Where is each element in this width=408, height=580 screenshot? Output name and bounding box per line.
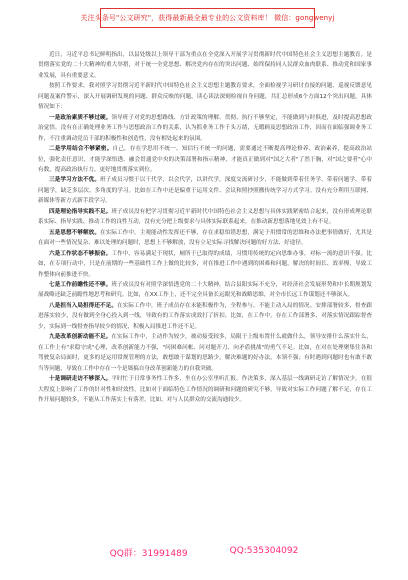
footer — [0, 546, 408, 560]
paragraph-text: 按照工作要求，我对照学习贯彻习近平新时代中国特色社会主义思想主题教育要求，全面检视学习研讨直接的问题、巡视反馈意见问题及案件警示，深入开展调研发现的问题、群众反映的问题，读心读法深刻检视自身问题，共汇总形成6个方面12个突出问题，具体情况如下： — [38, 83, 372, 111]
paragraph-text: 班子成员没有对照学深悟透党的二十大精神，结合县阳实际不充分，对经济社会发展形势和中长期规划发展战略还缺乏前瞻性地思考和研究。比如，在XX工作上，还不完全具备长远眼光和战略思维，对全市长远工作谋划还不够深入。 — [38, 281, 372, 299]
document-body — [38, 50, 372, 405]
paragraph-lead: 七是工作前瞻性还不够。 — [49, 281, 112, 288]
paragraph-text: 班子成员习惯于以干代学，以会代学，以讲代学，深度交流研讨少，不能做到带着任务学、带着问题学、带着问题学，缺乏多层次、多角度的学习。比如在工作中还是偏重于运用文件、会议和照抄照搬传统学习方式学习。没有充分利用互联网、新媒体等新方式新手段学习。 — [38, 177, 372, 205]
paragraph — [38, 81, 372, 112]
paragraph-text: 工作中，容易满足于现状，厕所于已取得的成绩，习惯用传统的定向思维办事，对标一流的意识不强。比如，在专项行动中，只是在前期的一些基础性工作上做的比较多，对在推进工作中遇到的困难和问题，解决的时间长、效率慢，导致工作整体向前推进不快。 — [38, 250, 372, 278]
paragraph — [38, 301, 372, 332]
paragraph-lead: 一是政治素质不够过硬。 — [49, 114, 112, 121]
paragraph-text: 班子成员没有把学习贯彻习近平新时代中国特色社会主义思想与具体实践紧密结合起来，没有形成理论联系实际、指导实践、推动工作的良性互动，没有充分把上级要求与具体实际联系起来，在推动新思想落地见效上有不足。 — [38, 208, 372, 226]
paragraph — [38, 144, 372, 175]
paragraph-lead: 四是理论指导实践不足。 — [49, 208, 112, 215]
paragraph-lead: 三是学习方法不优。 — [49, 177, 101, 184]
paragraph-lead: 八是担当入局担得还不足。 — [49, 302, 118, 309]
paragraph-text: 近日，习近平总书记鲜明指出，以县处级以上领导干部为重点在全党深入开展学习贯彻新时代中国特色社会主义思想主题教育。是贯彻落实党的二十大精神的重大举措，对于统一全党思想、解决党内存在的突出问题、始终保持同人民群众血肉联系、推动党和国家事业发展，具有重要意义。 — [38, 52, 372, 79]
paragraph-lead: 五是思想不够解放。 — [49, 229, 101, 236]
paragraph — [38, 332, 372, 374]
paragraph-text: 平时忙于日常事务性工作多，坐在办公室里听汇报、作决策多，深入基层一线调研走访了解情况少，在很大程度上影响了工作的针对性和时效性。比如对于面临特色工作情况的调研和问题的研究不够，导致对实际工作问题了解不足，存在工作开展问题较多，不能从工作落实上有落差。比如，对与人民群众的交流沟通较少。 — [38, 376, 372, 403]
footer-qq-group: QQ群：31991489 — [109, 549, 188, 559]
paragraph — [38, 249, 372, 280]
paragraph — [38, 50, 372, 81]
paragraph-lead: 二是学用结合不够紧密。 — [49, 146, 113, 153]
paragraph-text: 在实际工作中，主观能动性发挥还不够，存在求稳怕错思想，满足于用惯常的思维和办法把事情做好，尤其是在面对一些情况复杂、难以处理的问题时，思想上不够解放，没有立足实际寻找解决问题的好方法、好途径。 — [38, 229, 372, 247]
paragraph-text: 在实际工作中，班子成员存在未能积极作为，全程参与，不能主动入局的情况。安排部署较多，督查跟进落实较少，没有做到全身心投入到一线，导致有的工作落实成效打了折扣。比如，在工作中，存在工作部署多、对落实情况跟踪督查少，实际到一线督查指导较少的情况，积极入局推进工作还不足。 — [38, 302, 372, 330]
paragraph-lead: 六是工作状态不够振奋。 — [49, 250, 112, 257]
paragraph — [38, 374, 372, 405]
footer-qq: QQ:535304092 — [229, 546, 299, 556]
header-banner: 关注头条号"公文研究"，获得最新最全最专业的公文资料库！ 微信：gongwenyj — [100, 8, 315, 28]
paragraph-lead: 九是改革创新动能不足。 — [49, 334, 112, 341]
paragraph — [38, 207, 372, 228]
paragraph-text: 领导班子对党的思想路线、方针政策的理解、贯彻、执行不够坚定，不能做到与时俱进，及时提高思想政治觉悟。没有在正确处理业务工作与思想政治工作的关系，认为抓业务工作千头万绪，无暇顾及思想政治工作，因而在面临强调业务工作，不注重调动党员干部的积极性和创造性，没有相处起来的氛围。 — [38, 114, 372, 142]
paragraph — [38, 175, 372, 206]
paragraph-lead: 十是调研走访不够深入。 — [49, 376, 112, 383]
paragraph — [38, 113, 372, 144]
paragraph-text: 在实际工作中，主动作为较少，被动接受较多，局限于上级布置什么就做什么，领导安排什么落实什么，在工作上有"求稳守成"心理，改革创新能力不强，"问困难问帐、问对题开刀、向矛盾挑战"的勇气不足。比如，在对在处理聚集往各和驾驶复杂局面时，更多的是运用常规管理的方法，敢想敢干谋划的思路少，解决难题的好办法，本领不强；有时遇到问题时也有敢不敢当等问题，导致在工作中存在一个是墙搞自身改革创新能力的自我突破。 — [38, 334, 372, 372]
paragraph — [38, 280, 372, 301]
paragraph — [38, 228, 372, 249]
paragraph-text: 自己，存在学思用不统一、知信行不统一的问题，需要通过不断提高理论修养、政治素养，提高政治站位，强化责任意识，才能学深悟透、融会贯通党中央的决策部署和指示精神，才能真正做到对"国之大者"了然于胸，对"国之要者"心中有数，提高政治执行力，更好地贯彻落实到位。 — [38, 146, 372, 173]
